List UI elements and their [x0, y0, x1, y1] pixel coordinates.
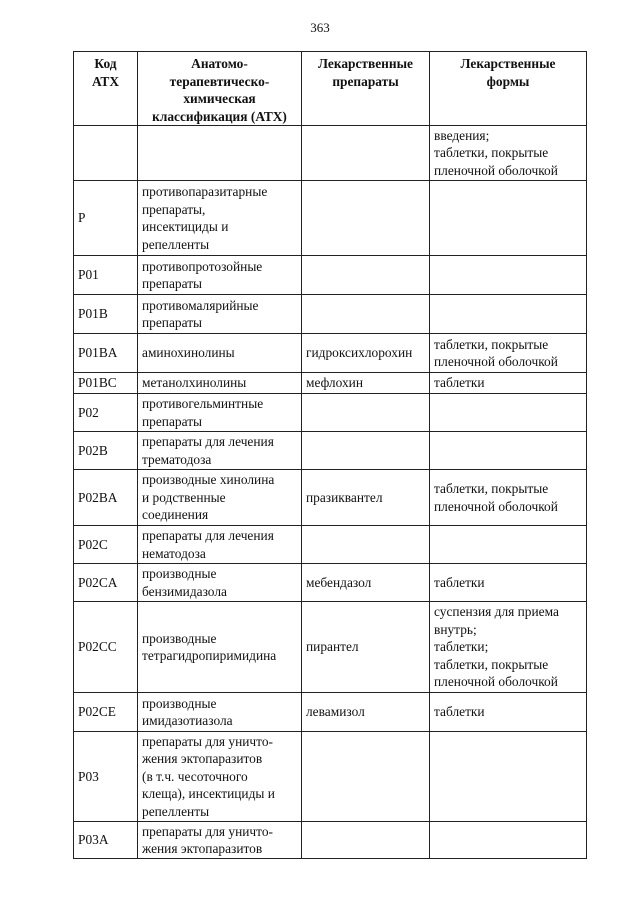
- cell-classification: препараты для уничто- жения эктопаразитов: [138, 822, 302, 859]
- table-row: [74, 470, 587, 526]
- cell-classification: аминохинолины: [138, 334, 302, 373]
- cell-drug: [302, 732, 430, 822]
- cell-form: [430, 432, 587, 470]
- header-classification: Анатомо- терапевтическо- химическая классификация (АТХ): [138, 52, 302, 126]
- table-row: [74, 822, 587, 859]
- cell-form: [430, 526, 587, 564]
- cell-code: P01BC: [74, 373, 138, 394]
- cell-classification: противогельминтные препараты: [138, 394, 302, 432]
- cell-drug: гидроксихлорохин: [302, 334, 430, 373]
- cell-classification: производные тетрагидропиримидина: [138, 602, 302, 693]
- cell-classification: производные бензимидазола: [138, 564, 302, 602]
- cell-code: P01: [74, 256, 138, 295]
- cell-code: P02CC: [74, 602, 138, 693]
- cell-form: [430, 822, 587, 859]
- table-row: [74, 256, 587, 295]
- cell-form: таблетки: [430, 373, 587, 394]
- cell-drug: пирантел: [302, 602, 430, 693]
- atx-table: [73, 51, 587, 859]
- cell-code: P02CE: [74, 693, 138, 732]
- cell-classification: препараты для уничто- жения эктопаразитов (в т.ч. чесоточного клеща), инсектициды и репелленты: [138, 732, 302, 822]
- cell-drug: [302, 295, 430, 334]
- cell-form: таблетки, покрытые пленочной оболочкой: [430, 470, 587, 526]
- cell-form: таблетки, покрытые пленочной оболочкой: [430, 334, 587, 373]
- cell-code: P03A: [74, 822, 138, 859]
- cell-form: [430, 181, 587, 256]
- cell-drug: [302, 432, 430, 470]
- cell-code: P: [74, 181, 138, 256]
- cell-code: P02: [74, 394, 138, 432]
- table-row: [74, 394, 587, 432]
- table-row: [74, 602, 587, 693]
- cell-form: введения; таблетки, покрытые пленочной оболочкой: [430, 126, 587, 181]
- cell-drug: левамизол: [302, 693, 430, 732]
- cell-drug: [302, 181, 430, 256]
- cell-drug: празиквантел: [302, 470, 430, 526]
- cell-classification: [138, 126, 302, 181]
- table-row: [74, 334, 587, 373]
- cell-classification: производные имидазотиазола: [138, 693, 302, 732]
- cell-drug: [302, 526, 430, 564]
- table-row: [74, 432, 587, 470]
- table-row: [74, 126, 587, 181]
- table-row: [74, 526, 587, 564]
- table-row: [74, 295, 587, 334]
- cell-classification: препараты для лечения трематодоза: [138, 432, 302, 470]
- header-forms: Лекарственные формы: [430, 52, 587, 126]
- cell-classification: препараты для лечения нематодоза: [138, 526, 302, 564]
- cell-code: P03: [74, 732, 138, 822]
- cell-form: [430, 256, 587, 295]
- cell-form: [430, 732, 587, 822]
- cell-code: P01BA: [74, 334, 138, 373]
- header-code: Код АТХ: [74, 52, 138, 126]
- cell-drug: мебендазол: [302, 564, 430, 602]
- cell-form: таблетки: [430, 564, 587, 602]
- cell-code: P02BA: [74, 470, 138, 526]
- cell-code: P02CA: [74, 564, 138, 602]
- cell-classification: противопаразитарные препараты, инсектициды и репелленты: [138, 181, 302, 256]
- page-number: 363: [310, 20, 330, 35]
- cell-drug: мефлохин: [302, 373, 430, 394]
- cell-classification: метанолхинолины: [138, 373, 302, 394]
- cell-code: P02B: [74, 432, 138, 470]
- cell-drug: [302, 822, 430, 859]
- cell-drug: [302, 394, 430, 432]
- cell-drug: [302, 256, 430, 295]
- table-row: [74, 373, 587, 394]
- cell-drug: [302, 126, 430, 181]
- cell-code: [74, 126, 138, 181]
- cell-code: P02C: [74, 526, 138, 564]
- table-row: [74, 181, 587, 256]
- cell-classification: противопротозойные препараты: [138, 256, 302, 295]
- cell-form: [430, 394, 587, 432]
- table-header-row: [74, 52, 587, 126]
- table-row: [74, 732, 587, 822]
- cell-classification: производные хинолина и родственные соединения: [138, 470, 302, 526]
- cell-form: суспензия для приема внутрь; таблетки; таблетки, покрытые пленочной оболочкой: [430, 602, 587, 693]
- table-row: [74, 564, 587, 602]
- cell-form: [430, 295, 587, 334]
- cell-form: таблетки: [430, 693, 587, 732]
- cell-code: P01B: [74, 295, 138, 334]
- header-drugs: Лекарственные препараты: [302, 52, 430, 126]
- cell-classification: противомалярийные препараты: [138, 295, 302, 334]
- table-row: [74, 693, 587, 732]
